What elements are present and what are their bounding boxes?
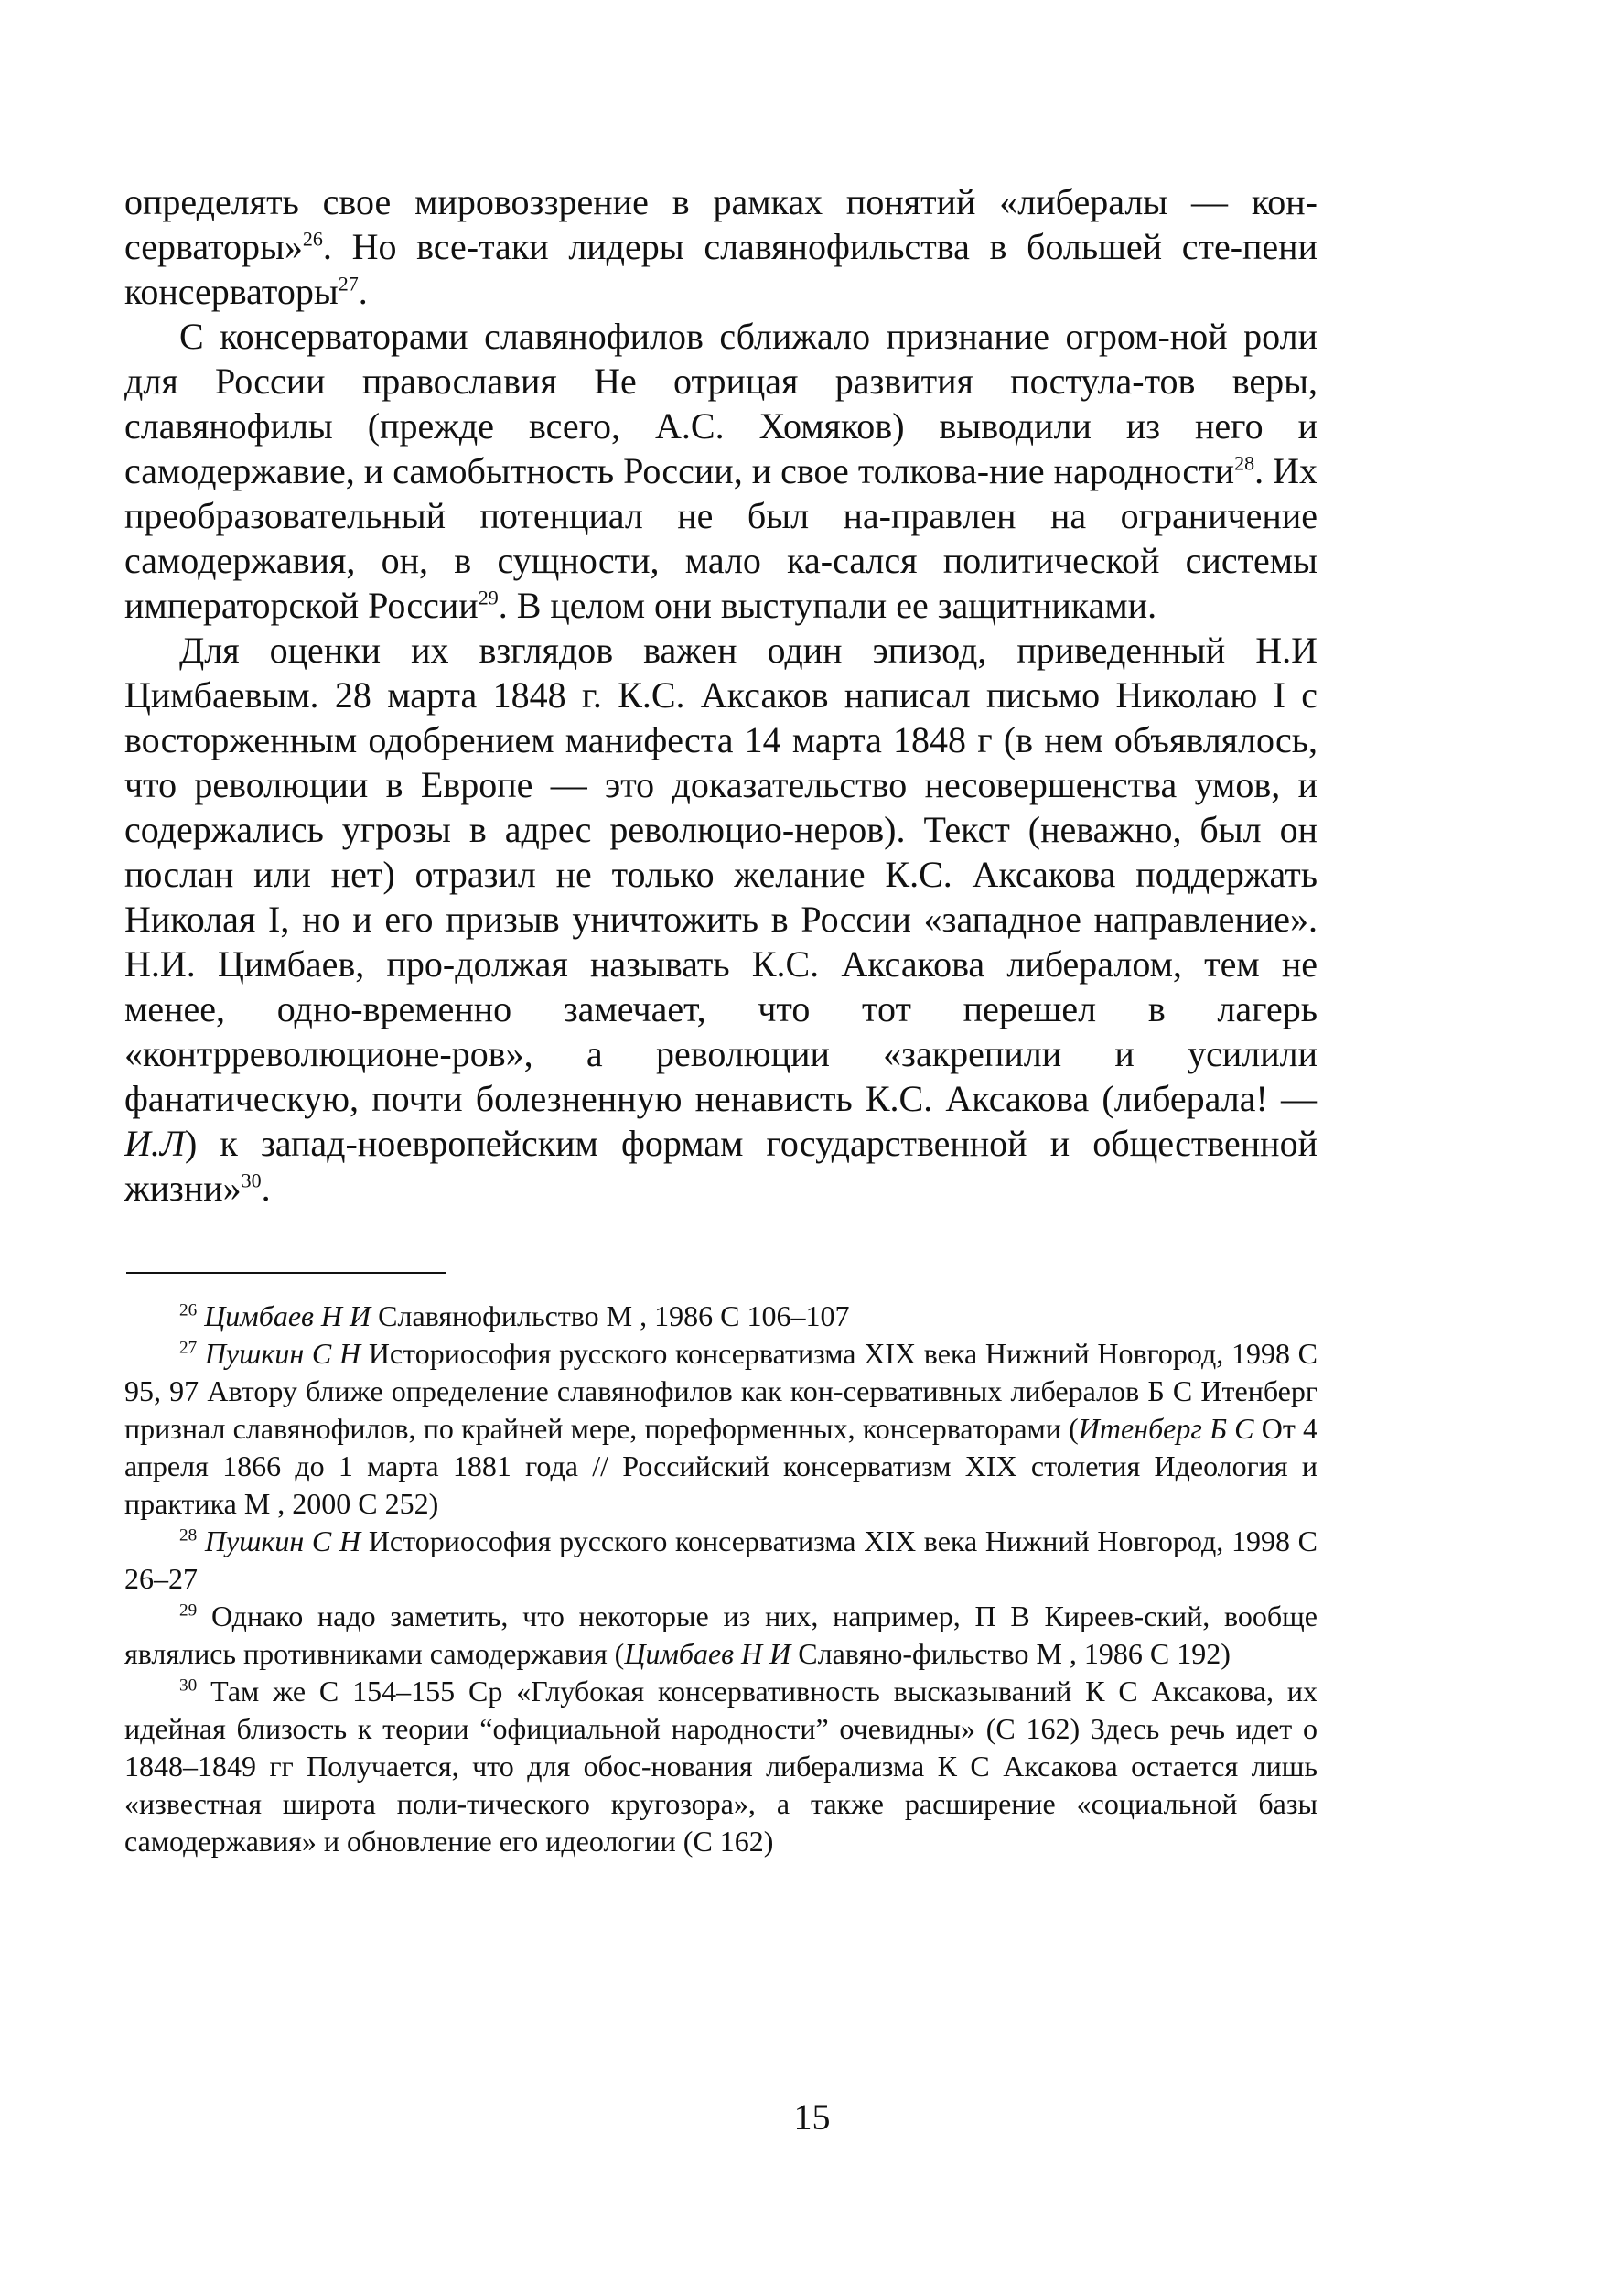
paragraph-2 bbox=[124, 314, 1317, 628]
paragraph-3 bbox=[124, 628, 1317, 1211]
cited-author: Цимбаев Н И bbox=[204, 1299, 371, 1332]
footnote-ref-27: 27 bbox=[338, 272, 359, 296]
footnote-text: Славянофильство М , 1986 С 106–107 bbox=[371, 1299, 850, 1332]
footnote-text: Славяно-фильство М , 1986 С 192) bbox=[790, 1637, 1231, 1670]
footnote-number: 26 bbox=[179, 1300, 198, 1320]
footnote-number: 28 bbox=[179, 1525, 198, 1546]
footnote-number: 27 bbox=[179, 1338, 198, 1358]
footnote-text: Там же С 154–155 Ср «Глубокая консервативность высказываний К С Аксакова, их идейная близость к теории “официальной народности” очевидны» (С 162) Здесь речь идет о 1848–1849 гг Получается, что для обос-нования либерализма К С Аксакова остается лишь «известная широта поли-тического кругозора», а также расширение «социальной базы самодержавия» и обновление его идеологии (С 162) bbox=[124, 1675, 1318, 1858]
paragraph-text: ) к запад-ноевропейским формам государственной и общественной жизни» bbox=[124, 1123, 1317, 1209]
footnote-ref-30: 30 bbox=[241, 1169, 262, 1192]
paragraph-text: . Но все-таки лидеры славянофильства в большей сте-пени консерваторы bbox=[124, 226, 1317, 312]
paragraph-text: . bbox=[358, 271, 368, 312]
footnote-text: Историософия русского консерватизма XIX века Нижний Новгород, 1998 С 26–27 bbox=[124, 1524, 1318, 1595]
footnote-text: Однако надо заметить, что некоторые из них, например, П В Киреев-ский, вообще являлись противниками самодержавия ( bbox=[124, 1600, 1318, 1670]
footnote-ref-29: 29 bbox=[478, 586, 499, 609]
footnote-26 bbox=[124, 1298, 1317, 1335]
paragraph-text: определять свое мировоззрение в рамках понятий «либералы — кон-серваторы» bbox=[124, 181, 1317, 267]
footnote-27 bbox=[124, 1335, 1317, 1523]
footnote-number: 29 bbox=[179, 1600, 198, 1621]
paragraph-text: . В целом они выступали ее защитниками. bbox=[498, 585, 1157, 626]
author-initials: И.Л bbox=[124, 1123, 185, 1164]
paragraph-text: Для оценки их взглядов важен один эпизод, приведенный Н.И Цимбаевым. 28 марта 1848 г. К.С. Аксаков написал письмо Николаю I с восторженным одобрением манифеста 14 марта 1848 г (в нем объявлялось, что революции в Европе — это доказательство несовершенства умов, и содержались угрозы в адрес революцио-неров). Текст (неважно, был он послан или нет) отразил не только желание К.С. Аксакова поддержать Николая I, но и его призыв уничтожить в России «западное направление». Н.И. Цимбаев, про-должая называть К.С. Аксакова либералом, тем не менее, одно-временно замечает, что тот перешел в лагерь «контрреволюционе-ров», а революции «закрепили и усилили фанатическую, почти болезненную ненависть К.С. Аксакова (либерала! — bbox=[124, 630, 1317, 1119]
footnote-text: Историософия русского консерватизма XIX века Нижний Новгород, 1998 С 95, 97 Автору ближе определение славянофилов как кон-сервативных либералов Б С Итенберг признал славянофилов, по крайней мере, пореформенных, консерваторами ( bbox=[124, 1337, 1318, 1445]
footnote-ref-28: 28 bbox=[1234, 451, 1255, 475]
footnote-29 bbox=[124, 1598, 1317, 1673]
paragraph-1 bbox=[124, 179, 1317, 314]
footnote-28 bbox=[124, 1523, 1317, 1598]
paragraph-text: . Их преобразовательный потенциал не был на-правлен на ограничение самодержавия, он, в сущности, мало ка-сался политической системы императорской России bbox=[124, 450, 1317, 626]
footnote-text: От 4 апреля 1866 до 1 марта 1881 года // Российский консерватизм XIX столетия Идеология и практика М , 2000 С 252) bbox=[124, 1412, 1318, 1520]
footnote-separator bbox=[126, 1272, 446, 1274]
cited-author: Пушкин С Н bbox=[204, 1337, 361, 1370]
footnote-number: 30 bbox=[179, 1675, 198, 1696]
main-text bbox=[124, 179, 1317, 1211]
paragraph-text: С консерваторами славянофилов сближало признание огром-ной роли для России православия Не отрицая развития постула-тов веры, славянофилы (прежде всего, А.С. Хомяков) выводили из него и самодержавие, и самобытность России, и свое толкова-ние народности bbox=[124, 316, 1317, 491]
footnote-30 bbox=[124, 1673, 1317, 1860]
paragraph-text: . bbox=[261, 1168, 271, 1209]
cited-author: Пушкин С Н bbox=[204, 1524, 361, 1557]
page-number: 15 bbox=[793, 2096, 831, 2138]
footnote-ref-26: 26 bbox=[302, 227, 323, 251]
cited-author: Итенберг Б С bbox=[1078, 1412, 1254, 1445]
cited-author: Цимбаев Н И bbox=[624, 1637, 791, 1670]
footnotes bbox=[124, 1298, 1317, 1860]
